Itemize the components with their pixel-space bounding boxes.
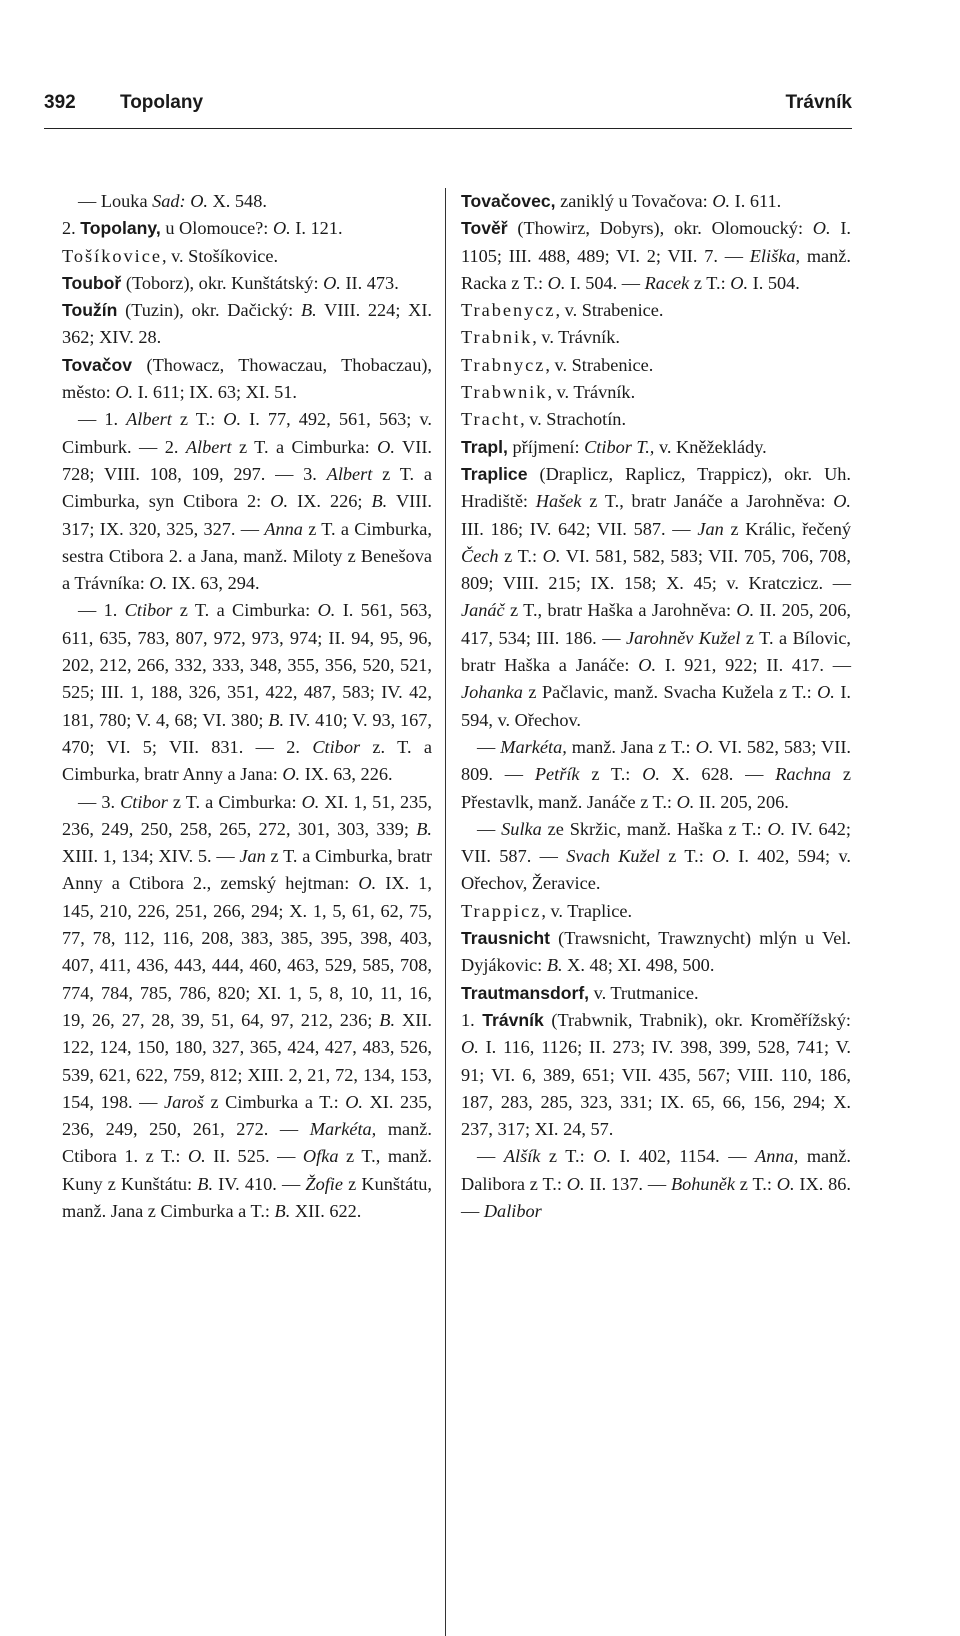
index-entry: Tovačov (Thowacz, Thowaczau, Thobaczau), město: O. I. 611; IX. 63; XI. 51.	[62, 354, 432, 403]
left-column	[62, 188, 432, 1225]
index-entry: Trausnicht (Trawsnicht, Trawznycht) mlýn u Vel. Dyjákovic: B. X. 48; XI. 498, 500.	[461, 928, 851, 976]
right-column	[461, 188, 851, 1225]
index-entry: Trapl, příjmení: Ctibor T., v. Kněžeklády.	[461, 436, 767, 457]
index-entry: Trabnik, v. Trávník.	[461, 327, 620, 348]
index-entry: — 3. Ctibor z T. a Cimburka: O. XI. 1, 51, 235, 236, 249, 250, 258, 265, 272, 301, 303, 339; B. XIII. 1, 134; XIV. 5. — Jan z T. a Cimburka, bratr Anny a Ctibora 2., zemský hejtman: O. IX. 1, 145, 210, 226, 251, 266, 294; X. 1, 5, 61, 62, 75, 77, 78, 112, 116, 208, 383, 385, 395, 398, 403, 407, 411, 436, 443, 444, 460, 463, 529, 585, 708, 774, 784, 785, 786, 820; XI. 1, 5, 8, 10, 11, 16, 19, 26, 27, 28, 39, 51, 64, 97, 212, 236; B. XII. 122, 124, 150, 180, 327, 365, 424, 427, 483, 526, 539, 621, 622, 759, 812; XIII. 2, 21, 72, 134, 153, 154, 198. — Jaroš z Cimburka a T.: O. XI. 235, 236, 249, 250, 261, 272. — Markéta, manž. Ctibora 1. z T.: O. II. 525. — Ofka z T., manž. Kuny z Kunštátu: B. IV. 410. — Žofie z Kunštátu, manž. Jana z Cimburka a T.: B. XII. 622.	[62, 791, 433, 1221]
index-entry: — Alšík z T.: O. I. 402, 1154. — Anna, manž. Dalibora z T.: O. II. 137. — Bohuněk z T.: O. IX. 86. — Dalibor	[461, 1146, 851, 1221]
index-entry: Tošíkovice, v. Stošíkovice.	[62, 245, 279, 266]
index-entry: Traplice (Draplicz, Raplicz, Trappicz), okr. Uh. Hradiště: Hašek z T., bratr Janáče a Jarohněva: O. III. 186; IV. 642; VII. 587. — Jan z Králic, řečený Čech z T.: O. VI. 581, 582, 583; VII. 705, 706, 708, 809; VIII. 215; IX. 158; X. 45; v. Kratczicz. — Janáč z T., bratr Haška a Jarohněva: O. II. 205, 206, 417, 534; III. 186. — Jarohněv Kužel z T. a Bílovic, bratr Haška a Janáče: O. I. 921, 922; II. 417. — Johanka z Pačlavic, manž. Svacha Kužela z T.: O. I. 594, v. Ořechov.	[461, 463, 851, 730]
index-entry: Tověř (Thowirz, Dobyrs), okr. Olomoucký: O. I. 1105; III. 488, 489; VI. 2; VII. 7. — Eliška, manž. Racka z T.: O. I. 504. — Racek z T.: O. I. 504.	[461, 218, 851, 293]
index-entry: Touboř (Toborz), okr. Kunštátský: O. II. 473.	[62, 272, 399, 293]
index-entry: Trappicz, v. Traplice.	[461, 900, 633, 921]
column-divider	[445, 188, 446, 1636]
page-number: 392	[44, 92, 76, 113]
header-rule	[44, 128, 852, 129]
index-entry: Tracht, v. Strachotín.	[461, 409, 627, 430]
index-entry: Trabnycz, v. Strabenice.	[461, 354, 654, 375]
index-entry: — Markéta, manž. Jana z T.: O. VI. 582, 583; VII. 809. — Petřík z T.: O. X. 628. — Rachna z Přestavlk, manž. Janáče z T.: O. II. 205, 206.	[461, 736, 851, 812]
index-entry: Trabenycz, v. Strabenice.	[461, 300, 664, 321]
index-entry: Toužín (Tuzin), okr. Dačický: B. VIII. 224; XI. 362; XIV. 28.	[62, 300, 432, 348]
index-entry: — 1. Albert z T.: O. I. 77, 492, 561, 563; v. Cimburk. — 2. Albert z T. a Cimburka: O. VII. 728; VIII. 108, 109, 297. — 3. Albert z T. a Cimburka, syn Ctibora 2: O. IX. 226; B. VIII. 317; IX. 320, 325, 327. — Anna z T. a Cimburka, sestra Ctibora 2. a Jana, manž. Miloty z Benešova a Trávníka: O. IX. 63, 294.	[62, 409, 433, 594]
index-entry: Tovačovec, zaniklý u Tovačova: O. I. 611.	[461, 191, 782, 211]
index-entry: Trautmansdorf, v. Trutmanice.	[461, 982, 699, 1003]
running-header	[44, 92, 852, 122]
index-entry: 2. Topolany, u Olomouce?: O. I. 121.	[62, 218, 343, 239]
index-entry: — Louka Sad: O. X. 548.	[78, 191, 267, 211]
index-entry: 1. Trávník (Trabwnik, Trabnik), okr. Kroměřížský: O. I. 116, 1126; II. 273; IV. 398, 399, 528, 741; V. 91; VI. 6, 389, 651; VII. 435, 567; VIII. 110, 186, 187, 283, 285, 323, 331; IX. 65, 66, 156, 294; X. 237, 317; XI. 24, 57.	[461, 1009, 852, 1140]
index-entry: — 1. Ctibor z T. a Cimburka: O. I. 561, 563, 611, 635, 783, 807, 972, 973, 974; II. 94, 95, 96, 202, 212, 266, 332, 333, 348, 355, 356, 520, 521, 525; III. 1, 188, 326, 351, 422, 487, 583; IV. 42, 181, 780; V. 4, 68; VI. 380; B. IV. 410; V. 93, 167, 470; VI. 5; VII. 831. — 2. Ctibor z. T. a Cimburka, bratr Anny a Jana: O. IX. 63, 226.	[62, 600, 433, 785]
index-entry: Trabwnik, v. Trávník.	[461, 382, 636, 403]
index-entry: — Sulka ze Skržic, manž. Haška z T.: O. IV. 642; VII. 587. — Svach Kužel z T.: O. I. 402, 594; v. Ořechov, Žeravice.	[461, 818, 851, 894]
header-right-title: Trávník	[785, 92, 852, 113]
header-left-title: Topolany	[120, 92, 204, 113]
